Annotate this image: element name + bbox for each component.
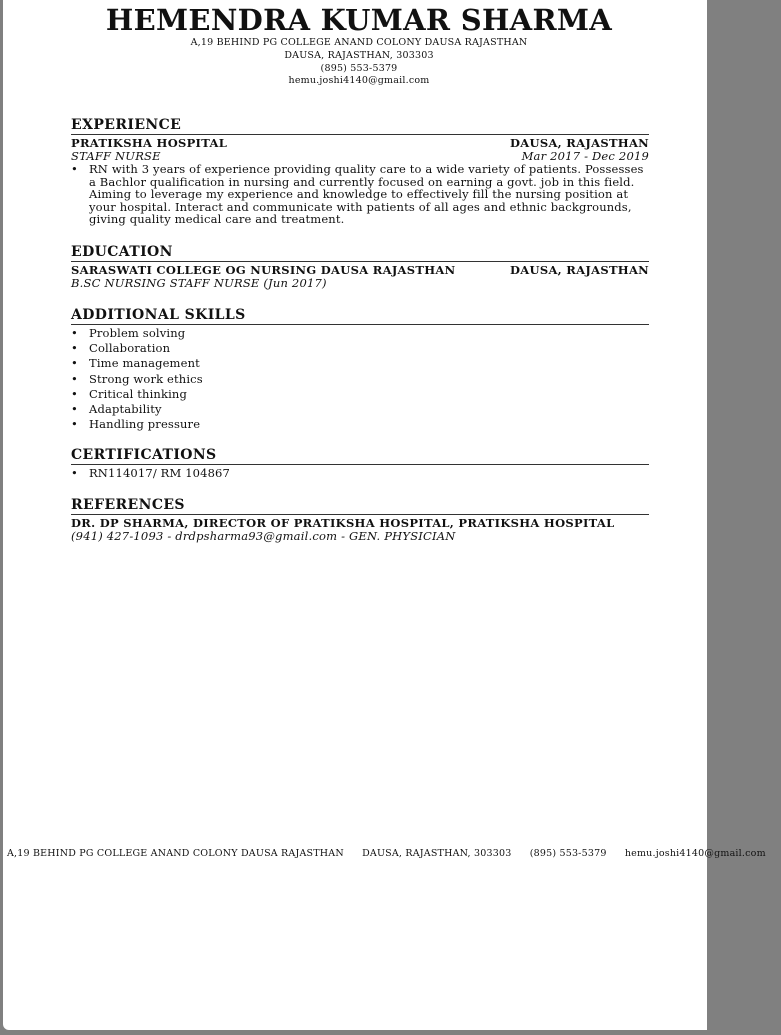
education-section	[71, 245, 649, 290]
experience-bullets	[71, 163, 649, 226]
employer-name: PRATIKSHA HOSPITAL	[71, 136, 228, 150]
school-name: SARASWATI COLLEGE OG NURSING DAUSA RAJASTHAN	[71, 263, 456, 277]
degree: B.SC NURSING STAFF NURSE (Jun 2017)	[71, 276, 327, 290]
reference-contact: (941) 427-1093 - drdpsharma93@gmail.com - GEN. PHYSICIAN	[71, 529, 456, 543]
school-location: DAUSA, RAJASTHAN	[510, 263, 649, 277]
header-address: A,19 BEHIND PG COLLEGE ANAND COLONY DAUSA RAJASTHAN	[190, 37, 528, 48]
resume-page	[3, 0, 766, 1030]
skills-heading: ADDITIONAL SKILLS	[71, 308, 649, 325]
references-heading: REFERENCES	[71, 498, 649, 515]
skill-item: • Critical thinking	[71, 387, 649, 402]
skills-section	[71, 308, 649, 432]
education-degree-row	[71, 277, 649, 290]
footer-address: A,19 BEHIND PG COLLEGE ANAND COLONY DAUSA RAJASTHAN	[7, 848, 344, 859]
skill-item: • Handling pressure	[71, 417, 649, 432]
skill-item: • Collaboration	[71, 341, 649, 356]
references-section	[71, 498, 649, 543]
header-city: DAUSA, RAJASTHAN, 303303	[284, 50, 434, 61]
page-footer	[7, 848, 781, 860]
skill-item: • Problem solving	[71, 326, 649, 341]
certification-item: • RN114017/ RM 104867	[71, 467, 649, 480]
certifications-section	[71, 448, 649, 480]
skills-list	[71, 326, 649, 432]
header-phone: (895) 553-5379	[320, 63, 398, 74]
job-role: STAFF NURSE	[71, 149, 161, 163]
experience-section	[71, 118, 649, 226]
header-email: hemu.joshi4140@gmail.com	[288, 75, 430, 86]
footer-phone: (895) 553-5379	[529, 848, 607, 859]
skill-item: • Adaptability	[71, 402, 649, 417]
reference-contact-row	[71, 530, 649, 543]
experience-heading: EXPERIENCE	[71, 118, 649, 135]
footer-city: DAUSA, RAJASTHAN, 303303	[362, 848, 512, 859]
candidate-name: HEMENDRA KUMAR SHARMA	[105, 3, 613, 37]
job-dates: Mar 2017 - Dec 2019	[521, 149, 649, 163]
footer-email: hemu.joshi4140@gmail.com	[624, 848, 766, 859]
employer-location: DAUSA, RAJASTHAN	[510, 136, 649, 150]
skill-item: • Strong work ethics	[71, 372, 649, 387]
certifications-list	[71, 467, 649, 480]
reference-name: DR. DP SHARMA, DIRECTOR OF PRATIKSHA HOSPITAL, PRATIKSHA HOSPITAL	[71, 516, 615, 530]
skill-item: • Time management	[71, 356, 649, 371]
certifications-heading: CERTIFICATIONS	[71, 448, 649, 465]
education-heading: EDUCATION	[71, 245, 649, 262]
experience-bullet: • RN with 3 years of experience providing quality care to a wide variety of patients. Possesses a Bachlor qualification in nursing and currently focused on earning a govt. job in this field. Aiming to leverage my experience and knowledge to effectively fill the nursing position at your hospital. Interact and communicate with patients of all ages and ethnic backgrounds, giving quality medical care and treatment.	[71, 163, 649, 226]
